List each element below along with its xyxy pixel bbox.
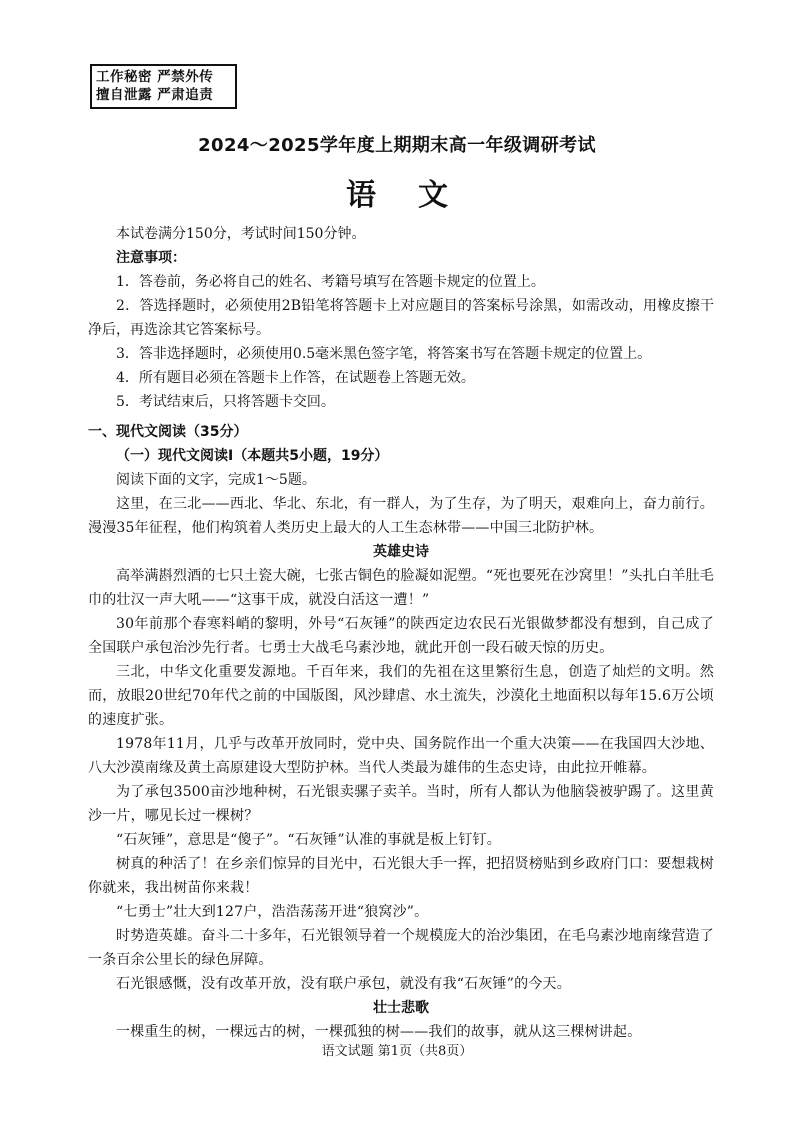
page-footer: 语文试题 第1页（共8页） (321, 1044, 473, 1059)
stamp-line-1: 工作秘密 严禁外传 (96, 69, 214, 85)
passage-intro: 这里，在三北——西北、华北、东北，有一群人，为了生存，为了明天，艰难向上，奋力前行。漫漫35年征程，他们构筑着人类历史上最大的人工生态林带——中国三北防护林。 (88, 496, 714, 536)
confidential-stamp (90, 64, 237, 109)
passage-paragraph: 一棵重生的树，一棵远古的树，一棵孤独的树——我们的故事，就从这三棵树讲起。 (116, 1024, 642, 1040)
notice-item: 5．考试结束后，只将答题卡交回。 (116, 394, 335, 410)
passage-paragraph: “七勇士”壮大到127户，浩浩荡荡开进“狼窝沙”。 (116, 904, 429, 920)
part-heading: （一）现代文阅读Ⅰ（本题共5小题，19分） (116, 448, 389, 464)
notice-heading: 注意事项： (116, 250, 186, 266)
passage-paragraph: “石灰锤”，意思是“傻子”。“石灰锤”认准的事就是板上钉钉。 (116, 832, 501, 848)
notice-item: 4．所有题目必须在答题卡上作答，在试题卷上答题无效。 (116, 370, 475, 386)
passage-paragraph: 树真的种活了！在乡亲们惊异的目光中，石光银大手一挥，把招贤榜贴到乡政府门口：要想栽树你就来，我出树苗你来栽！ (88, 856, 714, 896)
section-heading: 一、现代文阅读（35分） (88, 424, 248, 440)
passage-paragraph: 石光银感慨，没有改革开放，没有联户承包，就没有我“石灰锤”的今天。 (116, 976, 571, 992)
passage-subheading-tragic: 壮士悲歌 (373, 1000, 429, 1016)
passage-paragraph: 时势造英雄。奋斗二十多年，石光银领导着一个规模庞大的治沙集团，在毛乌素沙地南缘营造了一条百余公里长的绿色屏障。 (88, 928, 714, 968)
passage-paragraph: 为了承包3500亩沙地种树，石光银卖骡子卖羊。当时，所有人都认为他脑袋被驴踢了。这里黄沙一片，哪见长过一棵树？ (88, 784, 714, 824)
part-instruction: 阅读下面的文字，完成1～5题。 (116, 472, 316, 488)
intro-text: 本试卷满分150分，考试时间150分钟。 (116, 226, 366, 242)
passage-paragraph: 三北，中华文化重要发源地。千百年来，我们的先祖在这里繁衍生息，创造了灿烂的文明。然而，放眼20世纪70年代之前的中国版图，风沙肆虐、水土流失，沙漠化土地面积以每年15.6万公顷的速度扩张。 (88, 664, 714, 728)
passage-paragraph: 30年前那个春寒料峭的黎明，外号“石灰锤”的陕西定边农民石光银做梦都没有想到，自己成了全国联户承包治沙先行者。七勇士大战毛乌素沙地，就此开创一段石破天惊的历史。 (88, 616, 714, 656)
passage-subheading-epic: 英雄史诗 (373, 544, 429, 560)
notice-item: 3．答非选择题时，必须使用0.5毫米黑色签字笔，将答案书写在答题卡规定的位置上。 (116, 346, 652, 362)
subject-title: 语文 (346, 178, 490, 213)
passage-paragraph: 1978年11月，几乎与改革开放同时，党中央、国务院作出一个重大决策——在我国四大沙地、八大沙漠南缘及黄土高原建设大型防护林。当代人类最为雄伟的生态史诗，由此拉开帷幕。 (88, 736, 714, 776)
passage-paragraph: 高举满斟烈酒的七只土瓷大碗，七张古铜色的脸凝如泥塑。“死也要死在沙窝里！”头扎白羊肚毛巾的壮汉一声大吼——“这事干成，就没白活这一遭！” (88, 568, 714, 608)
notice-item: 2．答选择题时，必须使用2B铅笔将答题卡上对应题目的答案标号涂黑，如需改动，用橡皮擦干净后，再选涂其它答案标号。 (88, 298, 714, 338)
stamp-line-2: 擅自泄露 严肃追责 (96, 87, 214, 103)
exam-body (88, 222, 714, 1044)
notice-item: 1．答卷前，务必将自己的姓名、考籍号填写在答题卡规定的位置上。 (116, 274, 545, 290)
exam-title: 2024～2025学年度上期期末高一年级调研考试 (198, 135, 596, 156)
